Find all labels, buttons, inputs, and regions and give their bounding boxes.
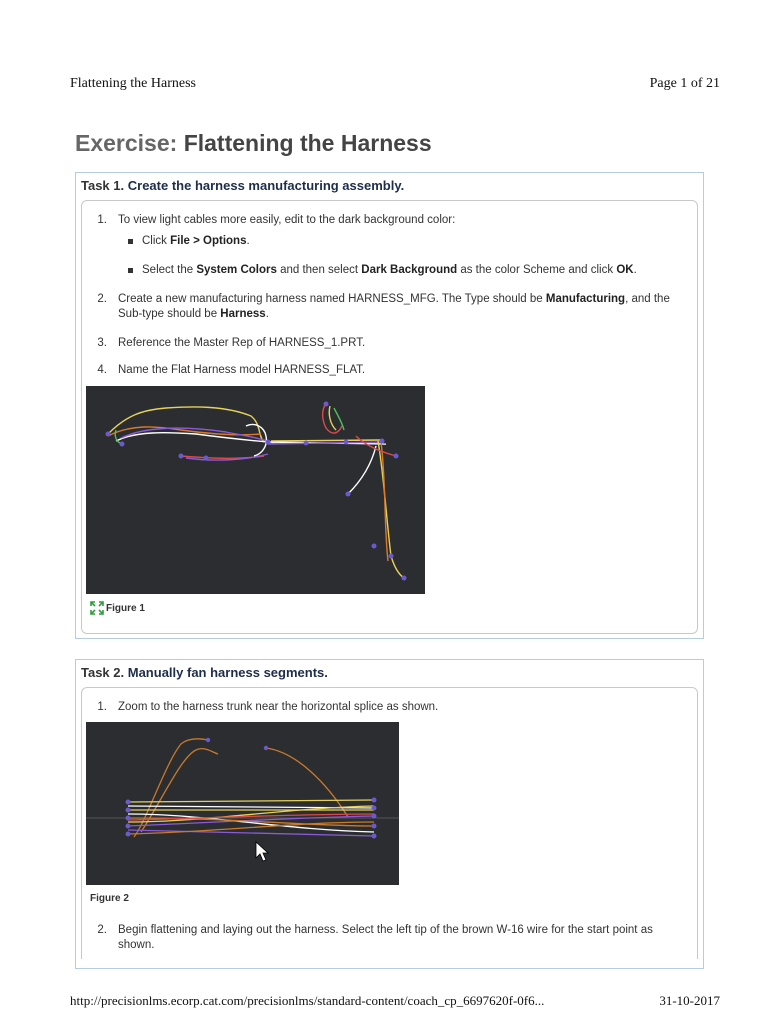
step-text: Reference the Master Rep of HARNESS_1.PRT. xyxy=(118,337,366,349)
step-number: 4. xyxy=(97,364,107,376)
step-number: 2. xyxy=(97,924,107,936)
print-footer xyxy=(70,993,720,1009)
print-header-title: Flattening the Harness xyxy=(70,76,196,91)
option-ok: OK xyxy=(616,264,634,276)
substep-text: Select the System Colors and then select Dark Background as the color Scheme and click OK. xyxy=(142,264,637,276)
print-header xyxy=(70,76,720,92)
step-text: Zoom to the harness trunk near the horizontal splice as shown. xyxy=(118,701,439,713)
task-1-title: Create the harness manufacturing assembly. xyxy=(127,178,405,193)
bullet-icon xyxy=(128,268,133,273)
substep-text: Click File > Options. xyxy=(142,235,250,247)
type-manufacturing: Manufacturing xyxy=(545,293,626,305)
task-2-heading xyxy=(81,665,328,680)
step-text: To view light cables more easily, edit to the dark background color: xyxy=(118,214,456,226)
task-1-heading xyxy=(81,178,404,193)
harness-3d-illustration xyxy=(86,386,425,594)
step-number: 1. xyxy=(97,214,107,226)
task-2-title: Manually fan harness segments. xyxy=(127,665,328,680)
task-2-body xyxy=(81,687,698,959)
subtype-harness: Harness xyxy=(220,308,266,320)
task-2-number: Task 2. xyxy=(81,665,125,680)
figure-1-image xyxy=(86,386,425,594)
figure-2-image xyxy=(86,722,399,885)
page-number: Page 1 of 21 xyxy=(649,76,720,91)
bullet-icon xyxy=(128,239,133,244)
figure-2-caption xyxy=(90,893,129,904)
option-system-colors: System Colors xyxy=(196,264,277,276)
exercise-title-text: Flattening the Harness xyxy=(183,130,432,156)
page-url: http://precisionlms.ecorp.cat.com/precisionlms/standard-content/coach_cp_6697620f-0f6... xyxy=(70,993,545,1008)
option-dark-background: Dark Background xyxy=(361,264,458,276)
exercise-title-prefix: Exercise: xyxy=(75,130,178,156)
step-text: Create a new manufacturing harness named HARNESS_MFG. The Type should be Manufacturing, and the Sub-type should be Harness. xyxy=(118,293,670,320)
step-text: Name the Flat Harness model HARNESS_FLAT. xyxy=(118,364,366,376)
figure-1-caption xyxy=(90,601,145,615)
figure-1-label: Figure 1 xyxy=(106,602,145,614)
step-number: 3. xyxy=(97,337,107,349)
harness-trunk-illustration xyxy=(86,722,399,885)
step-text: Begin flattening and laying out the harness. Select the left tip of the brown W-16 wire for the start point as shown. xyxy=(118,924,653,951)
task-1-panel xyxy=(75,172,704,639)
task-1-number: Task 1. xyxy=(81,178,125,193)
expand-icon[interactable] xyxy=(90,601,104,615)
menu-path: File > Options xyxy=(170,235,247,247)
task-1-body xyxy=(81,200,698,634)
exercise-title xyxy=(75,130,432,157)
step-number: 2. xyxy=(97,293,107,305)
print-date: 31-10-2017 xyxy=(659,993,720,1008)
figure-2-label: Figure 2 xyxy=(90,893,129,904)
task-2-panel xyxy=(75,659,704,969)
mouse-cursor-icon xyxy=(256,842,268,861)
step-number: 1. xyxy=(97,701,107,713)
